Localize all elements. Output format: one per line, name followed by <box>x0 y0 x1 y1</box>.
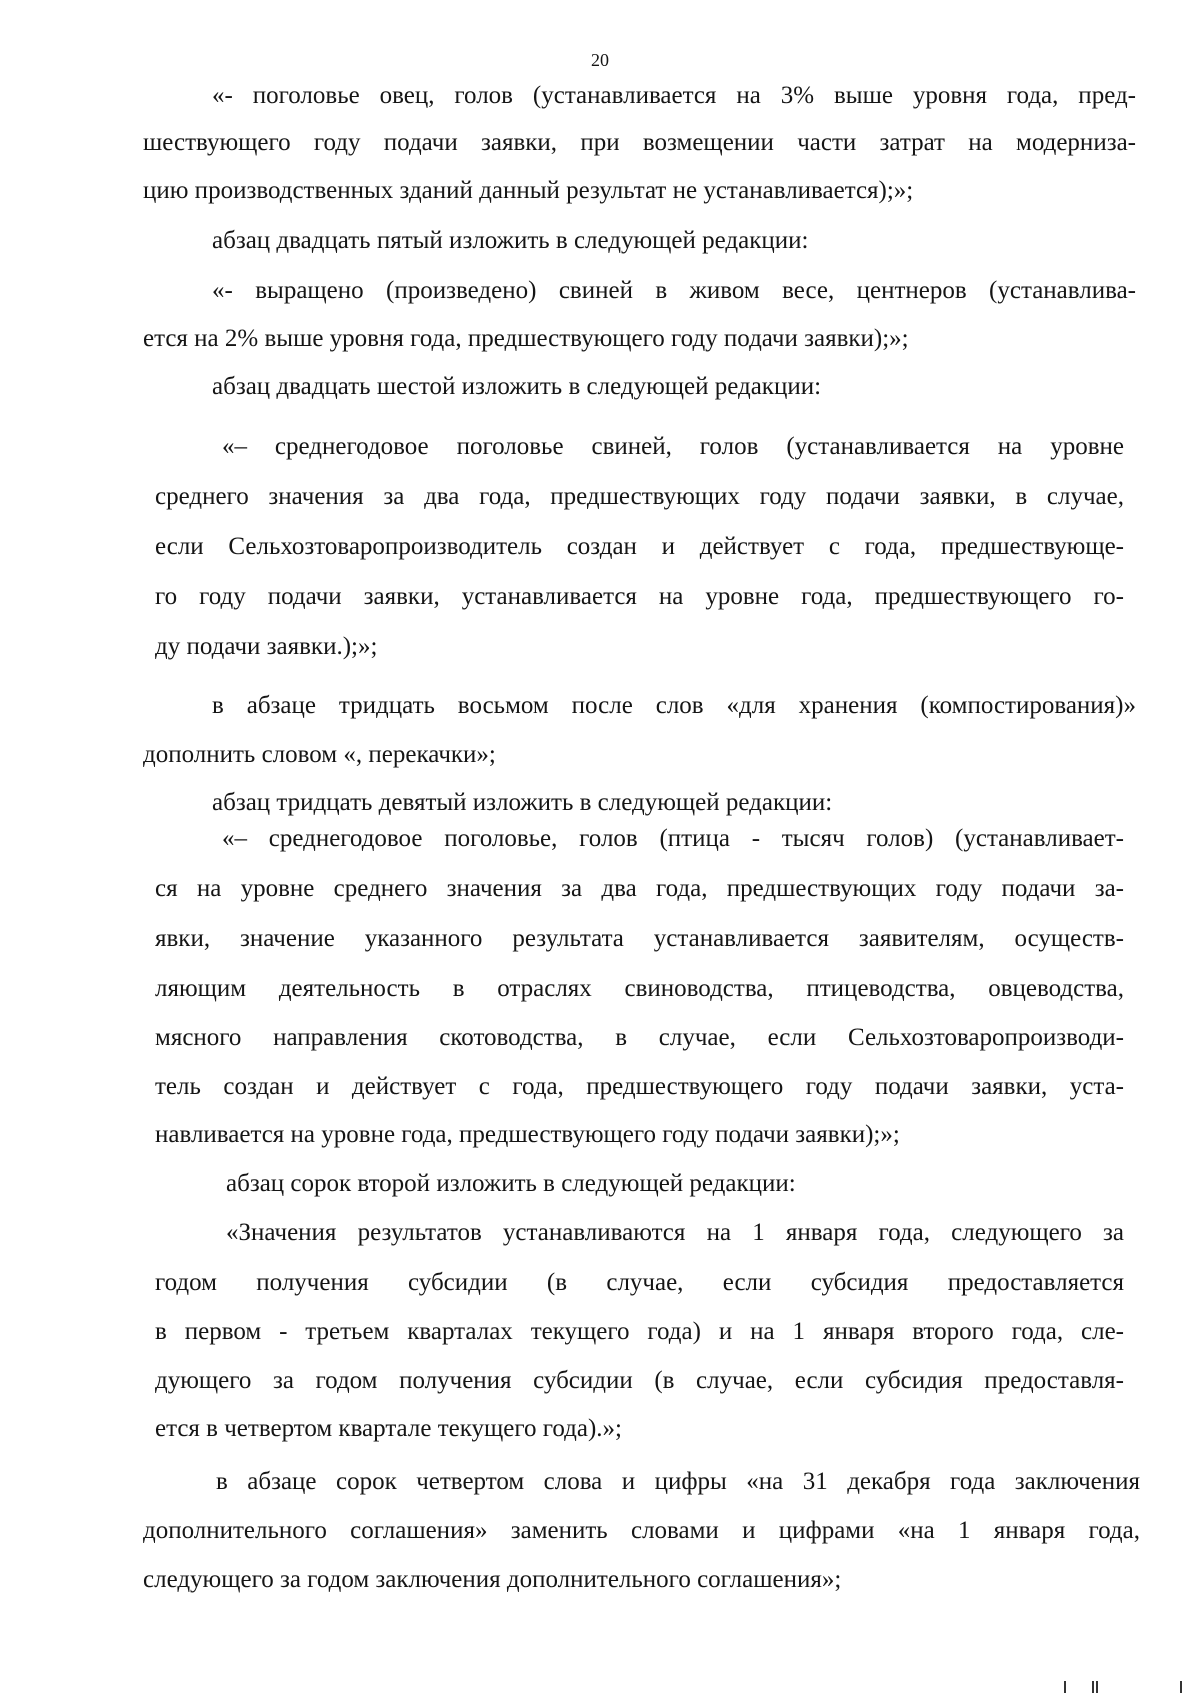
scan-mark <box>1180 1681 1182 1693</box>
scan-mark <box>1064 1681 1066 1693</box>
text-line: шествующего году подачи заявки, при возмещении части затрат на модерниза- <box>143 129 1136 156</box>
text-line: ется на 2% выше уровня года, предшествующего году подачи заявки);»; <box>143 325 909 352</box>
text-line: «- выращено (произведено) свиней в живом весе, центнеров (устанавлива- <box>212 277 1136 304</box>
text-line: «- поголовье овец, голов (устанавливается на 3% выше уровня года, пред- <box>212 82 1136 109</box>
text-line: дополнить словом «, перекачки»; <box>143 741 496 768</box>
text-line: го году подачи заявки, устанавливается на уровне года, предшествующего го- <box>155 583 1124 610</box>
text-line: тель создан и действует с года, предшествующего году подачи заявки, уста- <box>155 1073 1124 1100</box>
text-line: следующего за годом заключения дополнительного соглашения»; <box>143 1566 842 1593</box>
text-line: ляющим деятельность в отраслях свиноводства, птицеводства, овцеводства, <box>155 975 1124 1002</box>
text-line: мясного направления скотоводства, в случае, если Сельхозтоваропроизводи- <box>155 1024 1124 1051</box>
text-line: дополнительного соглашения» заменить словами и цифрами «на 1 января года, <box>143 1517 1140 1544</box>
text-line: абзац тридцать девятый изложить в следующей редакции: <box>212 789 833 816</box>
text-line: абзац двадцать пятый изложить в следующей редакции: <box>212 227 809 254</box>
text-line: явки, значение указанного результата устанавливается заявителям, осуществ- <box>155 925 1124 952</box>
text-line: ется в четвертом квартале текущего года).»; <box>155 1415 622 1442</box>
scan-mark <box>1092 1681 1094 1693</box>
text-line: цию производственных зданий данный результат не устанавливается);»; <box>143 177 914 204</box>
text-line: годом получения субсидии (в случае, если субсидия предоставляется <box>155 1269 1124 1296</box>
page-number: 20 <box>591 50 609 70</box>
text-line: абзац двадцать шестой изложить в следующей редакции: <box>212 373 822 400</box>
text-line: дующего за годом получения субсидии (в случае, если субсидия предоставля- <box>155 1367 1124 1394</box>
text-line: «– среднегодовое поголовье, голов (птица - тысяч голов) (устанавливает- <box>222 825 1124 852</box>
text-line: «– среднегодовое поголовье свиней, голов (устанавливается на уровне <box>222 433 1124 460</box>
text-line: «Значения результатов устанавливаются на 1 января года, следующего за <box>226 1219 1124 1246</box>
text-line: в абзаце тридцать восьмом после слов «для хранения (компостирования)» <box>212 692 1136 719</box>
text-line: если Сельхозтоваропроизводитель создан и действует с года, предшествующе- <box>155 533 1124 560</box>
text-line: абзац сорок второй изложить в следующей редакции: <box>226 1170 796 1197</box>
text-line: навливается на уровне года, предшествующего году подачи заявки);»; <box>155 1121 900 1148</box>
text-line: в абзаце сорок четвертом слова и цифры «на 31 декабря года заключения <box>216 1468 1140 1495</box>
text-line: среднего значения за два года, предшествующих году подачи заявки, в случае, <box>155 483 1124 510</box>
text-line: в первом - третьем кварталах текущего года) и на 1 января второго года, сле- <box>155 1318 1124 1345</box>
text-line: ду подачи заявки.);»; <box>155 633 378 660</box>
scan-mark <box>1096 1681 1098 1693</box>
text-line: ся на уровне среднего значения за два года, предшествующих году подачи за- <box>155 875 1124 902</box>
